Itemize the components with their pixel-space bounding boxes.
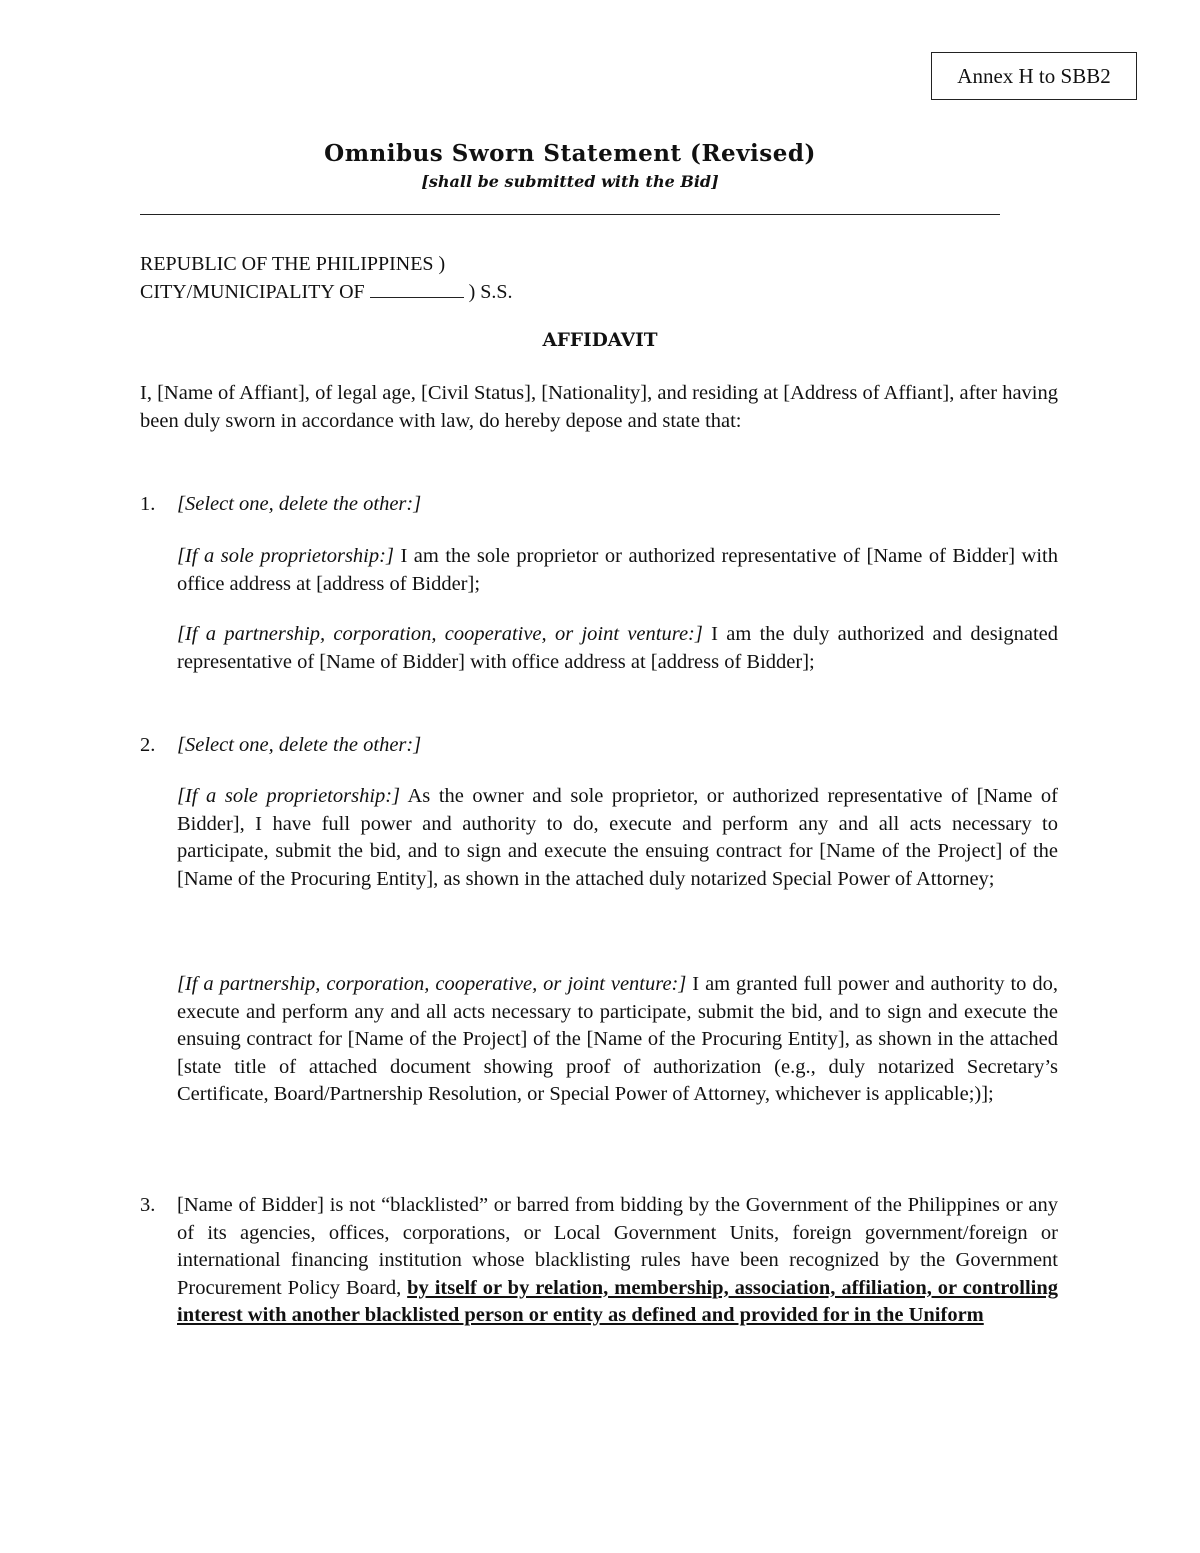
annex-label: Annex H to SBB2 [931,52,1137,100]
venue-caption [140,250,513,306]
item-1-sole-text: I am the sole proprietor or authorized representative of [Name of Bidder] with office address at [address of Bidder]; [177,545,1058,595]
venue-line-city [140,278,513,306]
venue-line-republic: REPUBLIC OF THE PHILIPPINES ) [140,253,446,275]
item-2-paragraph-partnership [177,971,1058,1109]
item-1-partnership-lead: [If a partnership, corporation, cooperative, or joint venture:] [177,623,703,645]
item-2-number: 2. [140,734,156,756]
item-2-paragraph-sole [177,783,1058,893]
item-3-paragraph [177,1192,1058,1330]
item-1-number: 1. [140,493,156,515]
item-2-sole-text: As the owner and sole proprietor, or authorized representative of [Name of Bidder], I have full power and authority to do, execute and perform any and all acts necessary to participate, submit the bid, and to sign and execute the ensuing contract for [Name of the Project] of the [Name of the Procuring Entity], as shown in the attached duly notarized Special Power of Attorney; [177,785,1058,890]
city-blank-field [370,281,464,298]
item-2-partnership-text: I am granted full power and authority to do, execute and perform any and all acts necessary to participate, submit the bid, and to sign and execute the ensuing contract for [Name of the Project] of the [Name of the Procuring Entity], as shown in the attached [state title of attached document showing proof of authorization (e.g., duly notarized Secretary’s Certificate, Board/Partnership Resolution, or Special Power of Attorney, whichever is applicable;)]; [177,973,1058,1105]
document-subtitle: [shall be submitted with the Bid] [421,172,719,191]
item-2-sole-lead: [If a sole proprietorship:] [177,785,401,807]
title-divider [140,214,1000,215]
venue-city-prefix: CITY/MUNICIPALITY OF [140,281,370,303]
item-3-emphasis: by itself or by relation, membership, association, affiliation, or controlling interest with another blacklisted person or entity as defined and provided for in the Uniform [177,1276,1058,1326]
item-1-paragraph-partnership [177,621,1058,676]
item-1-sole-lead: [If a sole proprietorship:] [177,545,394,567]
intro-paragraph: I, [Name of Affiant], of legal age, [Civil Status], [Nationality], and residing at [Address of Affiant], after having been duly sworn in accordance with law, do hereby depose and state that: [140,382,1058,432]
item-2-partnership-lead: [If a partnership, corporation, cooperative, or joint venture:] [177,973,687,995]
item-1-partnership-text: I am the duly authorized and designated representative of [Name of Bidder] with office address at [address of Bidder]; [177,623,1059,673]
item-1-heading: [Select one, delete the other:] [177,493,422,515]
venue-city-suffix: ) S.S. [463,281,513,303]
affidavit-heading: AFFIDAVIT [542,330,658,351]
document-title: Omnibus Sworn Statement (Revised) [324,140,816,167]
item-3-number: 3. [140,1194,156,1216]
item-1-paragraph-sole [177,543,1058,598]
item-3-text: [Name of Bidder] is not “blacklisted” or barred from bidding by the Government of the Philippines or any of its agencies, offices, corporations, or Local Government Units, foreign government/foreign or international financing institution whose blacklisting rules have been recognized by the Government Procurement Policy Board, [177,1194,1058,1299]
item-2-heading: [Select one, delete the other:] [177,734,422,756]
